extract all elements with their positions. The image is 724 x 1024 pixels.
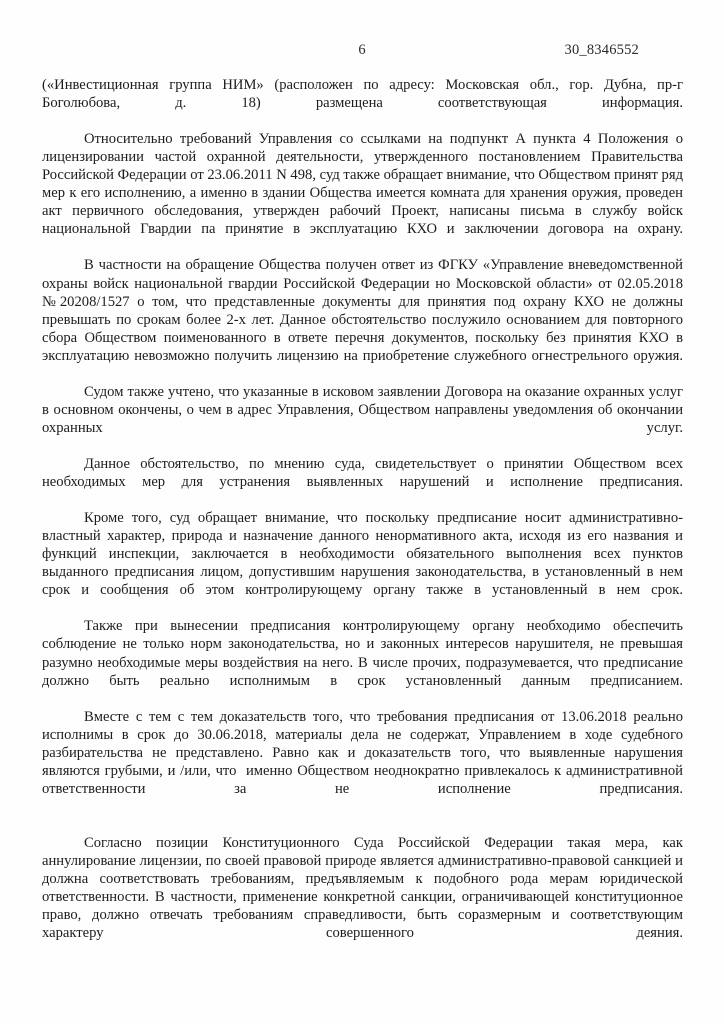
document-id: 30_8346552: [564, 42, 639, 58]
paragraph: Вместе с тем с тем доказательств того, что требования предписания от 13.06.2018 реально исполнимы в срок до 30.06.2018, материалы дела не содержат, Управлением в ходе судебного разбирательства не представлено. Равно как и доказательств того, что выявленные нарушения являются грубыми, и /или, что именно Обществом неоднократно привлекалось к административной ответственности за не исполнение предписания.: [42, 708, 687, 797]
paragraph: Согласно позиции Конституционного Суда Российской Федерации такая мера, как аннулирование лицензии, по своей правовой природе является административно-правовой санкцией и должна соответствовать требованиям, предъявляемым к подобного рода мерам юридической ответственности. В частности, применение конкретной санкции, ограничивающей конституционное право, должно отвечать требованиям справедливости, быть соразмерным и соответствующим характеру совершенного деяния.: [42, 834, 687, 942]
paragraph: Судом также учтено, что указанные в исковом заявлении Договора на оказание охранных услуг в основном окончены, о чем в адрес Управления, Обществом направлены уведомления об окончании охранных услуг.: [42, 383, 687, 436]
paragraph: В частности на обращение Общества получен ответ из ФГКУ «Управление вневедомственной охраны войск национальной гвардии Российской Федерации но Московской области» от 02.05.2018 №20208/1527 о том, что представленные документы для принятия под охрану КХО не должны превышать по срокам более 2-х лет. Данное обстоятельство послужило основанием для повторного сбора Обществом поименованного в ответе перечня документов, поскольку без принятия КХО в эксплуатацию невозможно получить лицензию на приобретение служебного огнестрельного оружия.: [42, 257, 687, 364]
document-body: [42, 76, 687, 960]
paragraph: Кроме того, суд обращает внимание, что поскольку предписание носит административно-властный характер, природа и назначение данного ненормативного акта, исходя из его названия и функций инспекции, заключается в необходимости обязательного выполнения всех пунктов выданного предписания лицом, допустившим нарушения законодательства, в установленный в нем срок и сообщения об этом контролирующему органу также в установленный в нем срок.: [42, 510, 687, 599]
paragraph: («Инвестиционная группа НИМ» (расположен по адресу: Московская обл., гор. Дубна, пр-г Боголюбова, д. 18) размещена соответствующая информация.: [42, 77, 687, 112]
paragraph: Данное обстоятельство, по мнению суда, свидетельствует о принятии Обществом всех необходимых мер для устранения выявленных нарушений и исполнение предписания.: [42, 455, 687, 491]
paragraph: Также при вынесении предписания контролирующему органу необходимо обеспечить соблюдение не только норм законодательства, но и законных интересов нарушителя, не превышая разумно необходимые меры воздействия на него. В числе прочих, подразумевается, что предписание должно быть реально исполнимым в срок установленный данным предписанием.: [42, 618, 687, 689]
paragraph: Относительно требований Управления со ссылками на подпункт А пункта 4 Положения о лицензировании частой охранной деятельности, утвержденного постановлением Правительства Российской Федерации от 23.06.2011 N 498, суд также обращает внимание, что Обществом принят ряд мер к его исполнению, а именно в здании Общества имеется комната для хранения оружия, проведен акт первичного обследования, утвержден рабочий Проект, написаны письма в службу войск национальной Гвардии па принятие в эксплуатацию КХО и заключении договора на охрану.: [42, 131, 687, 238]
page-number: 6: [358, 42, 366, 58]
page-header: [42, 40, 682, 60]
